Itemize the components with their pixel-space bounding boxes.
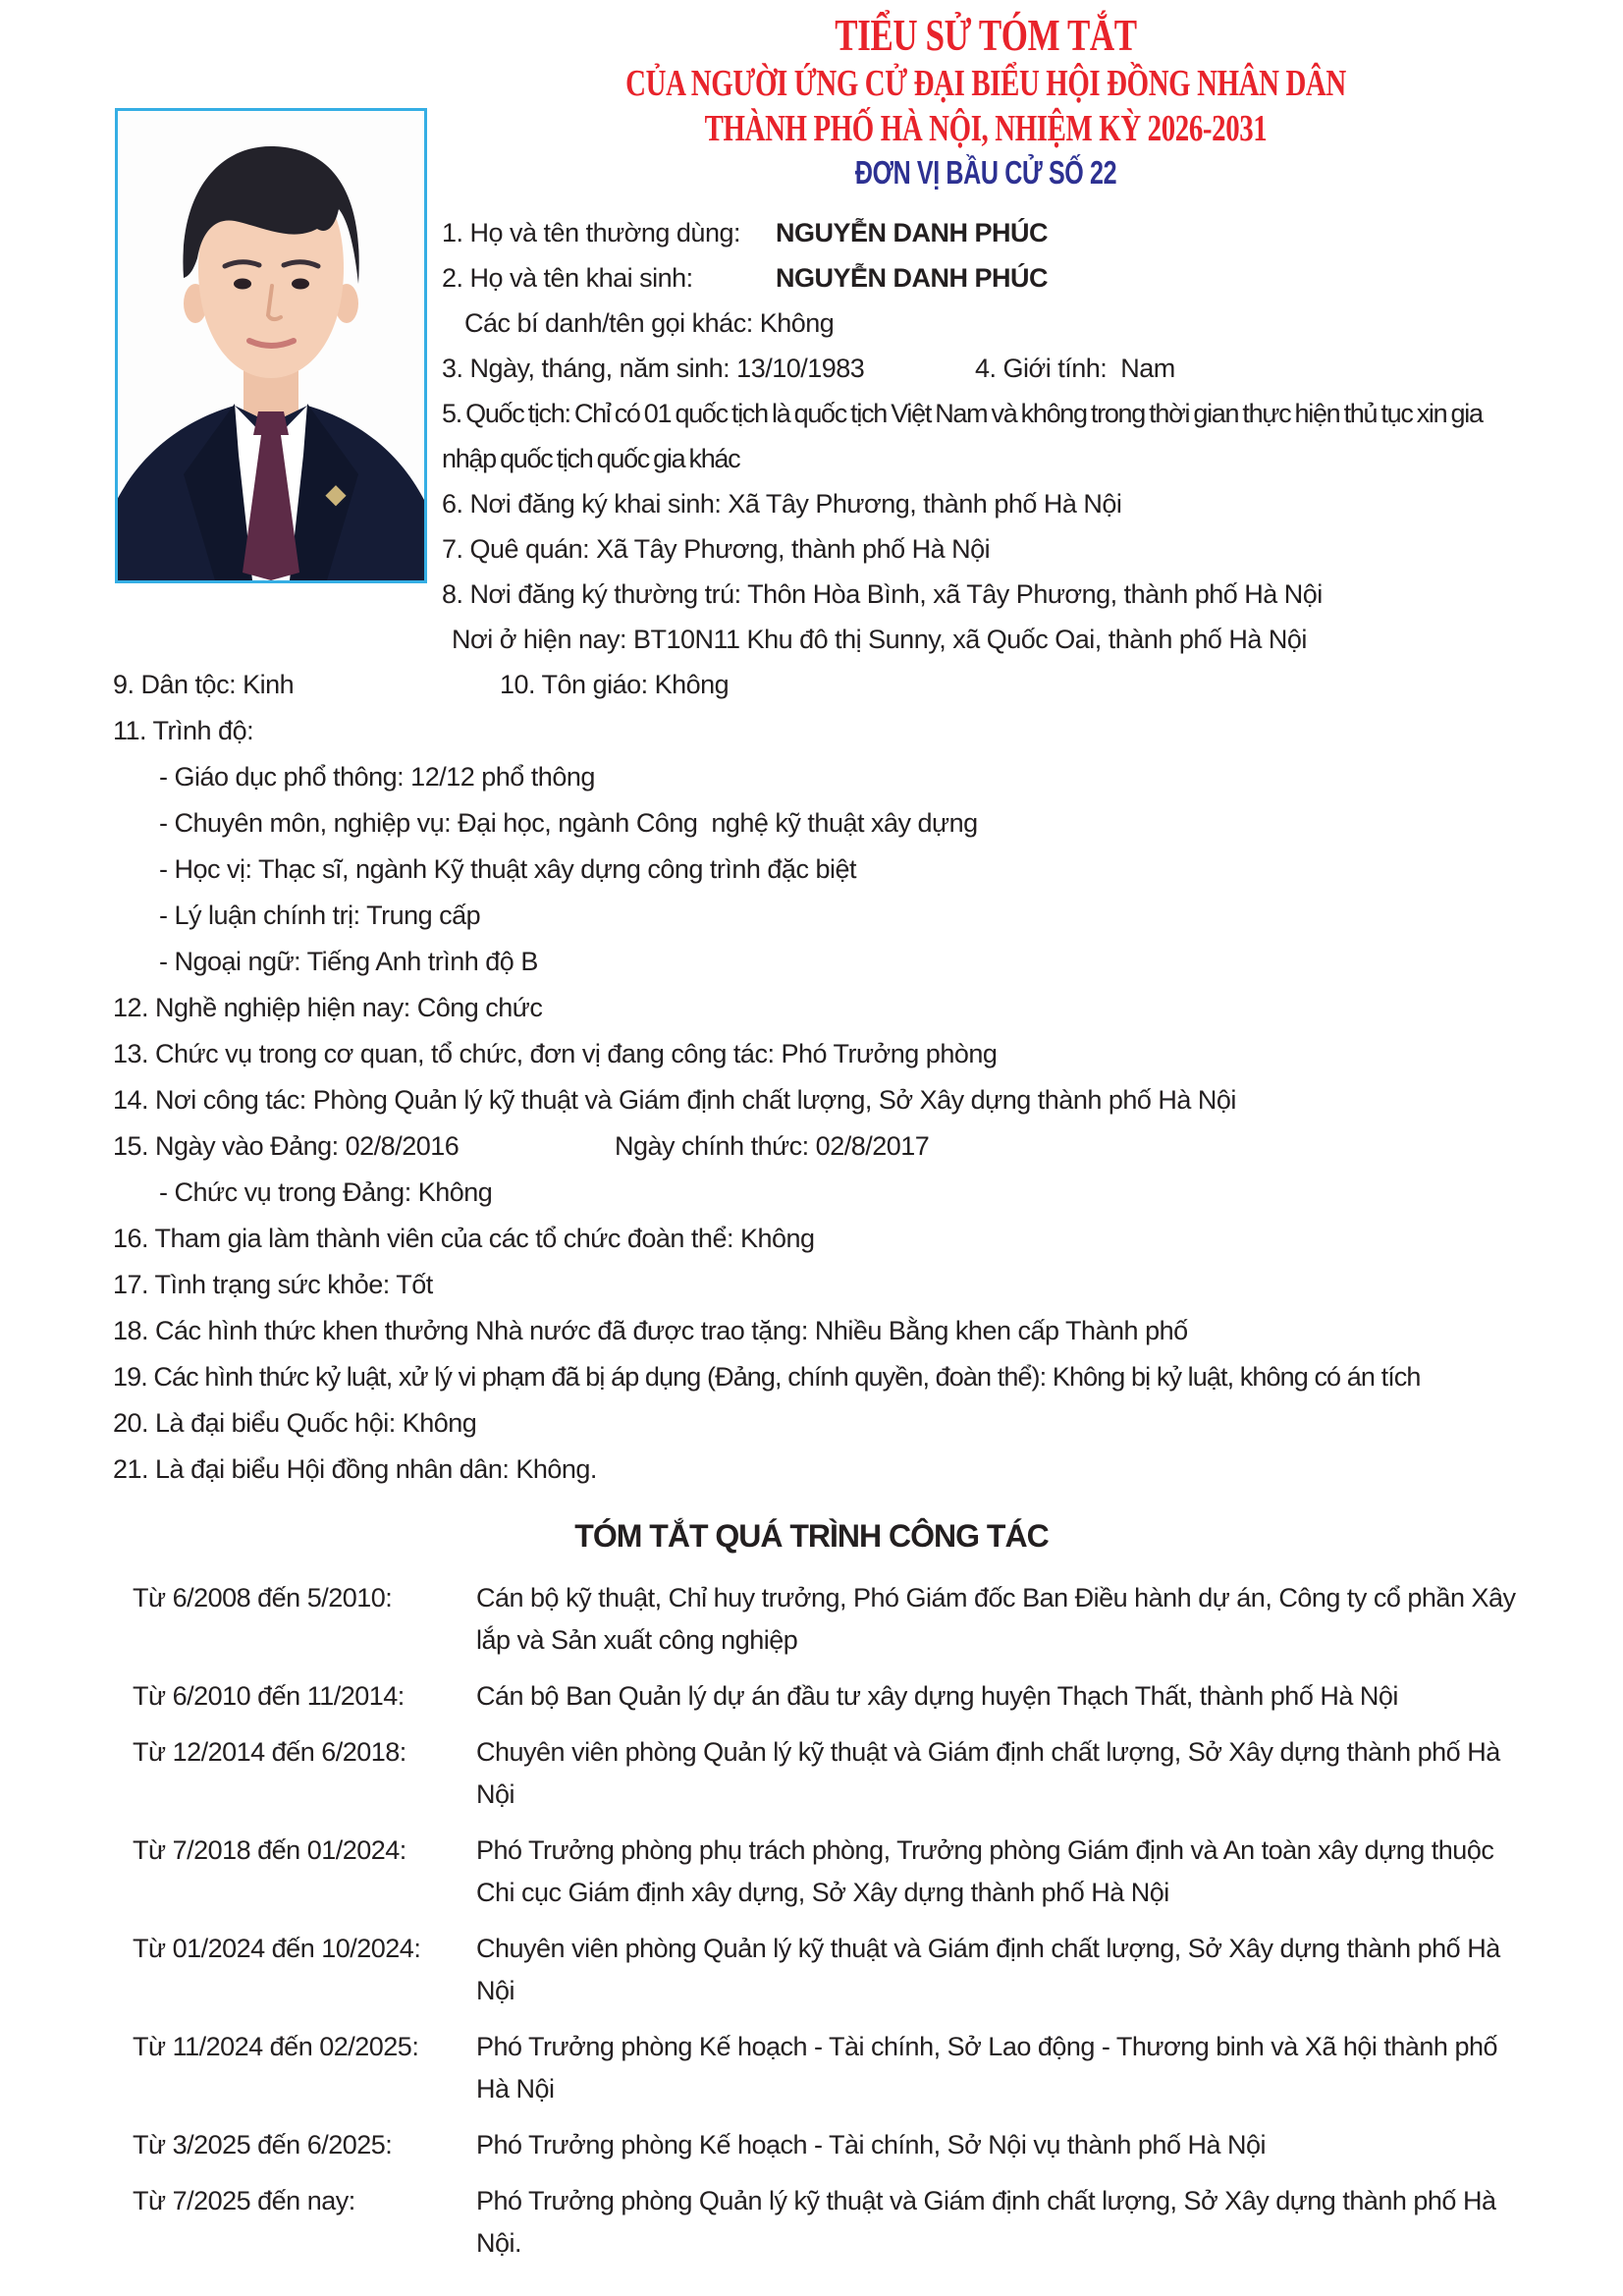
eye-left — [234, 279, 251, 290]
career-period: Từ 11/2024 đến 02/2025: — [133, 2032, 419, 2061]
career-period: Từ 01/2024 đến 10/2024: — [133, 1934, 421, 1963]
field-chuc-vu-trong-dang: - Chức vụ trong Đảng: Không — [159, 1177, 493, 1207]
field-que-quan: 7. Quê quán: Xã Tây Phương, thành phố Hà Nội — [442, 534, 991, 564]
career-table — [0, 1577, 1623, 2265]
title-line-3: THÀNH PHỐ HÀ NỘI, NHIỆM KỲ 2026-2031 — [704, 108, 1268, 149]
eye-right — [292, 279, 309, 290]
field-bi-danh: Các bí danh/tên gọi khác: Không — [464, 308, 835, 338]
field-noi-dang-ky-thuong-tru: 8. Nơi đăng ký thường trú: Thôn Hòa Bình, xã Tây Phương, thành phố Hà Nội — [442, 579, 1323, 609]
field-ngay-vao-dang-value: 15. Ngày vào Đảng: 02/8/2016 — [113, 1131, 460, 1161]
title-line-2: CỦA NGƯỜI ỨNG CỬ ĐẠI BIỂU HỘI ĐỒNG NHÂN DÂN — [625, 63, 1346, 104]
field-noi-o-hien-nay: Nơi ở hiện nay: BT10N11 Khu đô thị Sunny, xã Quốc Oai, thành phố Hà Nội — [452, 625, 1307, 654]
field-giao-duc-pho-thong: - Giáo dục phổ thông: 12/12 phổ thông — [159, 762, 595, 792]
field-dan-toc-ton-giao — [113, 662, 1530, 708]
personal-info-main-list — [0, 662, 1623, 1493]
field-ngay-sinh: 3. Ngày, tháng, năm sinh: 13/10/1983 — [442, 354, 865, 383]
election-unit-line: ĐƠN VỊ BẦU CỬ SỐ 22 — [854, 154, 1117, 191]
field-value-name: NGUYỄN DANH PHÚC — [776, 218, 1049, 247]
career-period: Từ 12/2014 đến 6/2018: — [133, 1737, 406, 1767]
field-quoc-tich: 5. Quốc tịch: Chỉ có 01 quốc tịch là quốc tịch Việt Nam và không trong thời gian thực hiện thủ tục xin gia nhập quốc tịch quốc gia khác — [442, 399, 1483, 473]
field-dan-toc: 9. Dân tộc: Kinh — [113, 670, 295, 699]
field-ton-giao: 10. Tôn giáo: Không — [500, 670, 730, 699]
career-desc: Cán bộ Ban Quản lý dự án đầu tư xây dựng huyện Thạch Thất, thành phố Hà Nội — [476, 1681, 1398, 1711]
career-desc: Phó Trưởng phòng Kế hoạch - Tài chính, Sở Nội vụ thành phố Hà Nội — [476, 2130, 1266, 2159]
career-desc: Chuyên viên phòng Quản lý kỹ thuật và Giám định chất lượng, Sở Xây dựng thành phố Hà Nội — [476, 1737, 1500, 1809]
career-period: Từ 3/2025 đến 6/2025: — [133, 2130, 393, 2159]
field-ky-luat: 19. Các hình thức kỷ luật, xử lý vi phạm đã bị áp dụng (Đảng, chính quyền, đoàn thể): Không bị kỷ luật, không có án tích — [113, 1362, 1421, 1392]
career-desc: Phó Trưởng phòng Quản lý kỹ thuật và Giám định chất lượng, Sở Xây dựng thành phố Hà Nội. — [476, 2186, 1496, 2258]
field-chuc-vu-co-quan: 13. Chức vụ trong cơ quan, tổ chức, đơn vị đang công tác: Phó Trưởng phòng — [113, 1039, 998, 1068]
field-value-name: NGUYỄN DANH PHÚC — [776, 263, 1049, 293]
career-period: Từ 7/2018 đến 01/2024: — [133, 1835, 406, 1865]
field-ngay-vao-dang — [113, 1123, 1530, 1170]
field-nghe-nghiep: 12. Nghề nghiệp hiện nay: Công chức — [113, 993, 543, 1022]
field-ngoai-ngu: - Ngoại ngữ: Tiếng Anh trình độ B — [159, 947, 538, 976]
field-chuyen-mon-nghiep-vu: - Chuyên môn, nghiệp vụ: Đại học, ngành Công nghệ kỹ thuật xây dựng — [159, 808, 978, 838]
field-noi-dang-ky-khai-sinh: 6. Nơi đăng ký khai sinh: Xã Tây Phương, thành phố Hà Nội — [442, 489, 1122, 519]
right-column — [442, 10, 1530, 662]
candidate-portrait-illustration — [118, 111, 424, 580]
career-desc: Phó Trưởng phòng Kế hoạch - Tài chính, Sở Lao động - Thương binh và Xã hội thành phố Hà Nội — [476, 2032, 1497, 2104]
photo-column — [115, 10, 427, 662]
career-desc: Cán bộ kỹ thuật, Chỉ huy trưởng, Phó Giám đốc Ban Điều hành dự án, Công ty cổ phần Xây lắp và Sản xuất công nghiệp — [476, 1583, 1516, 1655]
field-ho-ten-khai-sinh — [442, 255, 1530, 301]
career-period: Từ 7/2025 đến nay: — [133, 2186, 355, 2215]
field-dai-bieu-hdnd: 21. Là đại biểu Hội đồng nhân dân: Không. — [113, 1454, 597, 1484]
field-trinh-do: 11. Trình độ: — [113, 716, 254, 745]
field-hoc-vi: - Học vị: Thạc sĩ, ngành Kỹ thuật xây dựng công trình đặc biệt — [159, 854, 856, 884]
career-desc: Phó Trưởng phòng phụ trách phòng, Trưởng phòng Giám định và An toàn xây dựng thuộc Chi cục Giám định xây dựng, Sở Xây dựng thành phố Hà Nội — [476, 1835, 1494, 1907]
career-period: Từ 6/2010 đến 11/2014: — [133, 1681, 405, 1711]
career-period: Từ 6/2008 đến 5/2010: — [133, 1583, 393, 1613]
top-section — [0, 0, 1623, 662]
personal-info-top-list — [442, 210, 1530, 662]
tie-knot — [253, 411, 289, 435]
field-noi-cong-tac: 14. Nơi công tác: Phòng Quản lý kỹ thuật và Giám định chất lượng, Sở Xây dựng thành phố Hà Nội — [113, 1085, 1236, 1115]
candidate-photo — [115, 108, 427, 583]
career-section-title: TÓM TẮT QUÁ TRÌNH CÔNG TÁC — [574, 1518, 1049, 1554]
field-ly-luan-chinh-tri: - Lý luận chính trị: Trung cấp — [159, 901, 481, 930]
title-line-1: TIỂU SỬ TÓM TẮT — [835, 10, 1137, 60]
field-ngay-sinh-gioi-tinh — [442, 346, 1530, 391]
field-gioi-tinh: 4. Giới tính: Nam — [975, 354, 1175, 383]
field-suc-khoe: 17. Tình trạng sức khỏe: Tốt — [113, 1270, 433, 1299]
document-header — [442, 10, 1530, 194]
career-desc: Chuyên viên phòng Quản lý kỹ thuật và Giám định chất lượng, Sở Xây dựng thành phố Hà Nội — [476, 1934, 1500, 2005]
field-ngay-chinh-thuc: Ngày chính thức: 02/8/2017 — [615, 1131, 930, 1161]
field-dai-bieu-quoc-hoi: 20. Là đại biểu Quốc hội: Không — [113, 1408, 477, 1438]
field-khen-thuong: 18. Các hình thức khen thưởng Nhà nước đã được trao tặng: Nhiều Bằng khen cấp Thành phố — [113, 1316, 1188, 1345]
field-label: 2. Họ và tên khai sinh: — [442, 263, 693, 293]
field-doan-the: 16. Tham gia làm thành viên của các tổ chức đoàn thể: Không — [113, 1224, 815, 1253]
field-label: 1. Họ và tên thường dùng: — [442, 218, 740, 247]
field-ho-ten-thuong-dung — [442, 210, 1530, 255]
